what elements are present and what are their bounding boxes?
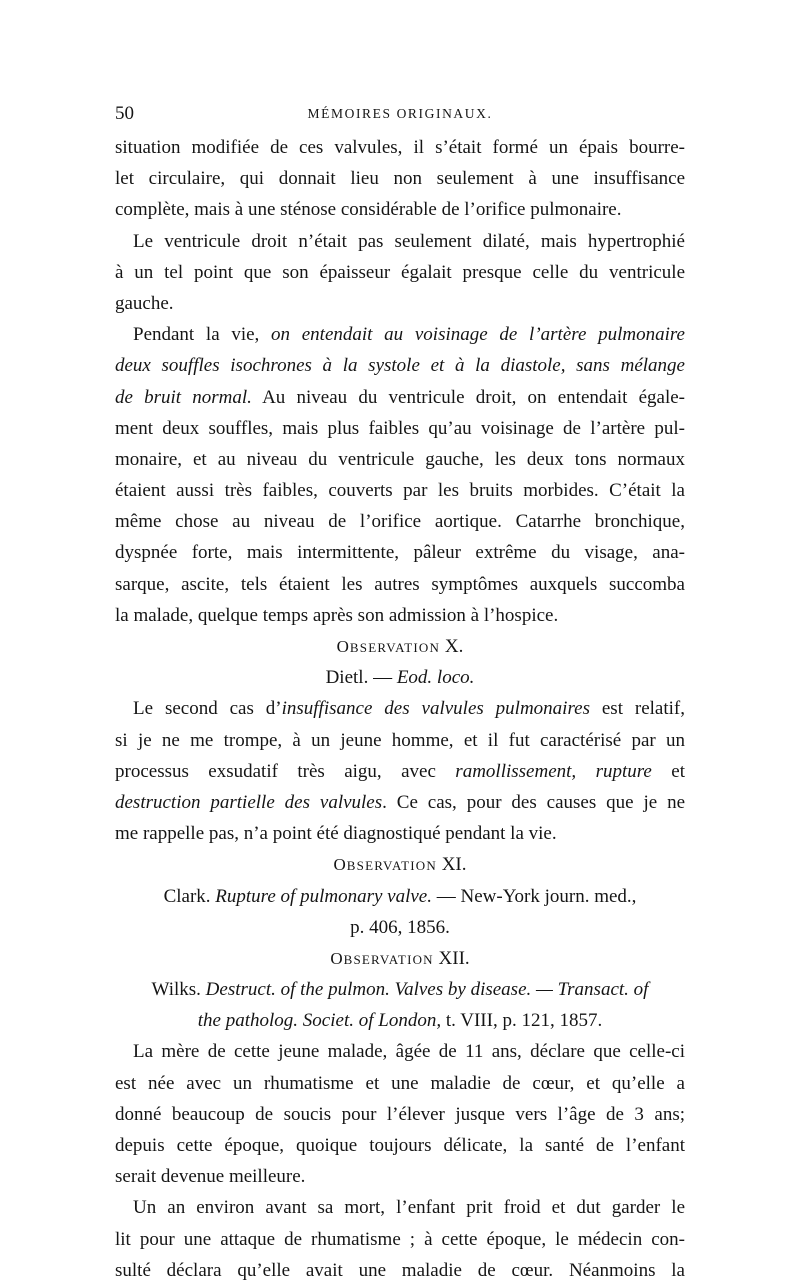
text-line: de bruit normal. Au niveau du ventricule droit, on entendait égale- [115, 386, 685, 408]
text-line: Un an environ avant sa mort, l’enfant prit froid et dut garder le [133, 1197, 685, 1219]
text-line: situation modifiée de ces valvules, il s’était formé un épais bourre- [115, 137, 685, 158]
text-line: me rappelle pas, n’a point été diagnostiqué pendant la vie. [115, 823, 557, 845]
text-line: Le ventricule droit n’était pas seulement dilaté, mais hypertrophié [133, 230, 685, 252]
observation-reference: Dietl. — Eod. loco. [325, 667, 475, 689]
text-line: si je ne me trompe, à un jeune homme, et il fut caractérisé par un [115, 729, 685, 751]
paragraph-mother [115, 1036, 685, 1192]
observation-reference: Clark. Rupture of pulmonary valve. — New-York journ. med., [163, 885, 637, 907]
text-line: destruction partielle des valvules. Ce cas, pour des causes que je ne [115, 791, 685, 813]
text-line: deux souffles isochrones à la systole et à la diastole, sans mélange [115, 355, 685, 377]
page-number: 50 [115, 103, 134, 124]
observation-x [115, 631, 685, 693]
text-line: La mère de cette jeune malade, âgée de 11 ans, déclare que celle-ci [133, 1041, 685, 1063]
text-line: serait devenue meilleure. [115, 1166, 306, 1188]
observation-reference-line-2: the patholog. Societ. of London, t. VIII, p. 121, 1857. [197, 1010, 603, 1032]
text-line: dyspnée forte, mais intermittente, pâleur extrême du visage, ana- [115, 542, 685, 564]
paragraph-second-case [115, 693, 685, 849]
text-line: Le second cas d’insuffisance des valvules pulmonaires est relatif, [133, 698, 685, 720]
observation-reference: Wilks. Destruct. of the pulmon. Valves by disease. — Transact. of [151, 979, 649, 1001]
text-line: étaient aussi très faibles, couverts par les bruits morbides. C’était la [115, 480, 685, 502]
text-line: depuis cette époque, quoique toujours délicate, la santé de l’enfant [115, 1135, 685, 1156]
text-line: let circulaire, qui donnait lieu non seulement à une insuffisance [115, 168, 685, 190]
paragraph-auscultation [115, 319, 685, 631]
observation-heading: OBSERVATION XII. [330, 947, 470, 969]
text-line: lit pour une attaque de rhumatisme ; à cette époque, le médecin con- [115, 1228, 685, 1250]
text-line: donné beaucoup de soucis pour l’élever jusque vers l’âge de 3 ans; [115, 1103, 685, 1125]
paragraph-ventricle [115, 226, 685, 320]
observation-heading: OBSERVATION X. [336, 636, 464, 657]
observation-xi [115, 849, 685, 943]
text-line: est née avec un rhumatisme et une maladie de cœur, et qu’elle a [115, 1072, 685, 1094]
paragraph-year-before [115, 1192, 685, 1286]
text-line: même chose au niveau de l’orifice aortique. Catarrhe bronchique, [115, 511, 685, 533]
observation-xii [115, 943, 685, 1037]
text-line: sulté déclara qu’elle avait une maladie de cœur. Néanmoins la [115, 1259, 685, 1281]
observation-heading: OBSERVATION XI. [333, 854, 467, 876]
observation-reference-line-2: p. 406, 1856. [350, 916, 450, 938]
text-line: ment deux souffles, mais plus faibles qu’au voisinage de l’artère pul- [115, 417, 685, 439]
text-line: à un tel point que son épaisseur égalait presque celle du ventricule [115, 261, 685, 283]
text-line: la malade, quelque temps après son admission à l’hospice. [115, 604, 559, 626]
text-line: monaire, et au niveau du ventricule gauche, les deux tons normaux [115, 448, 685, 470]
page-header [115, 103, 685, 127]
text-line: complète, mais à une sténose considérable de l’orifice pulmonaire. [115, 199, 622, 221]
text-line: processus exsudatif très aigu, avec ramollissement, rupture et [115, 760, 686, 782]
text-line: sarque, ascite, tels étaient les autres symptômes auxquels succomba [115, 573, 685, 595]
running-head: MÉMOIRES ORIGINAUX. [307, 106, 493, 121]
page-body [115, 132, 685, 1286]
text-line: gauche. [115, 292, 174, 314]
paragraph-continuation [115, 132, 685, 226]
text-line: Pendant la vie, on entendait au voisinage de l’artère pulmonaire [133, 324, 685, 346]
